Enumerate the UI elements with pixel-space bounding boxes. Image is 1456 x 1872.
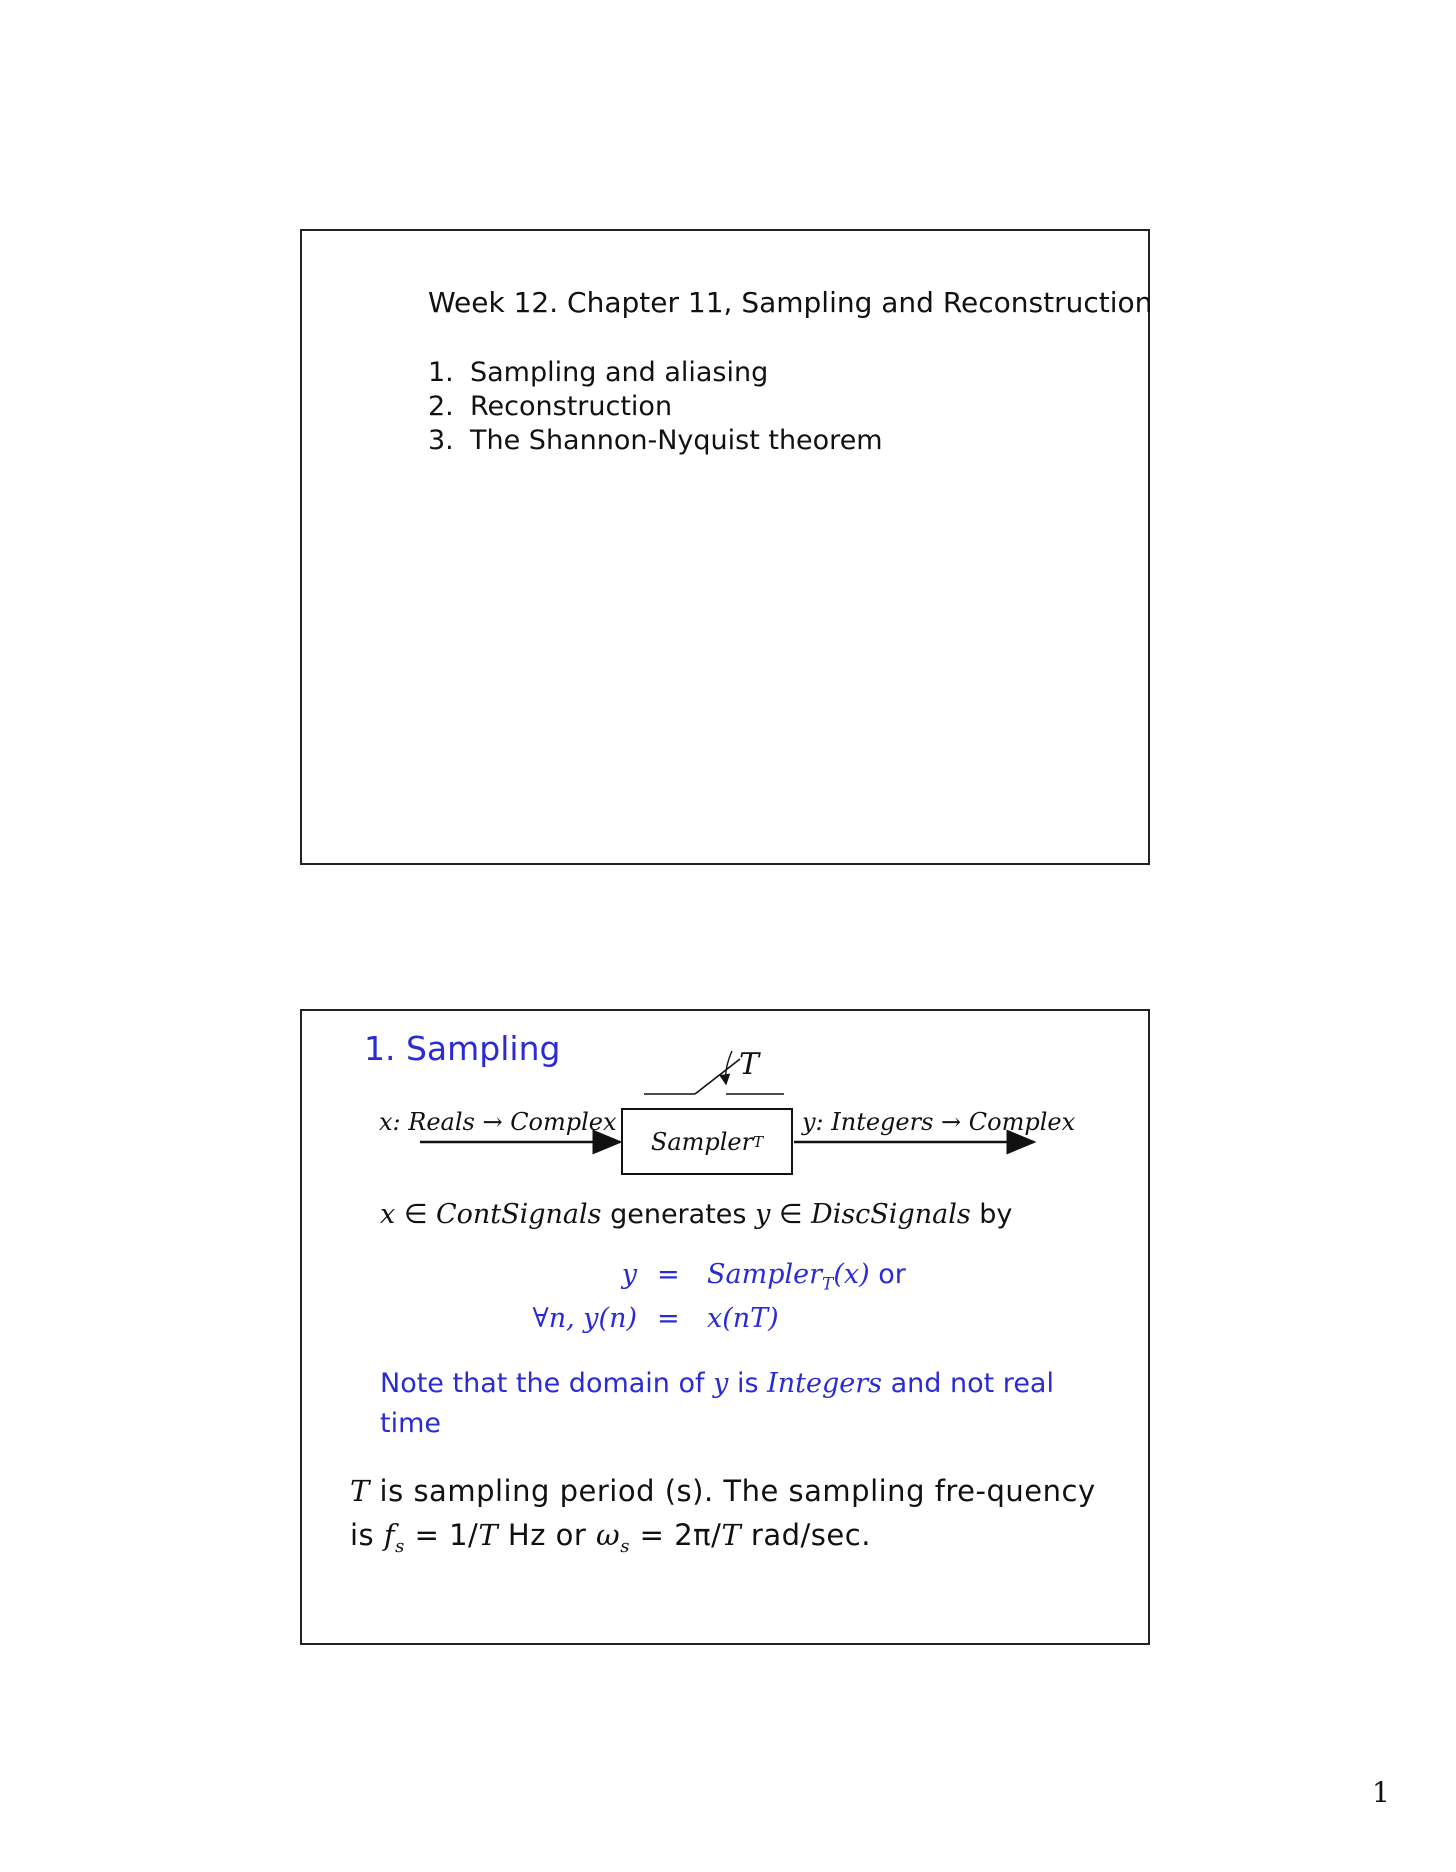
slide-2	[300, 1009, 1150, 1645]
topic-list	[428, 356, 883, 458]
sampling-period-definition: T is sampling period (s). The sampling fre-quency is $f_s = 1/T$ Hz or $\omega_s = 2\pi/T$ rad/sec.	[350, 1474, 1096, 1557]
list-item: 3. The Shannon-Nyquist theorem	[428, 425, 883, 456]
input-signal-label: x: Reals → Complex	[379, 1108, 617, 1136]
domain-note: Note that the domain of y is Integers and not real time	[380, 1368, 1054, 1439]
page-number: 1	[1372, 1776, 1390, 1809]
generates-statement: x ∈ ContSignals generates y ∈ DiscSignals by	[380, 1199, 1013, 1230]
list-item: 1. Sampling and aliasing	[428, 357, 769, 388]
equation-1: y = Sampler$_T$(x) or	[621, 1259, 906, 1295]
output-signal-label: y: Integers → Complex	[802, 1108, 1076, 1136]
slide-2-heading: 1. Sampling	[364, 1029, 561, 1068]
list-item: 2. Reconstruction	[428, 391, 673, 422]
switch-period-label: T	[739, 1047, 760, 1082]
sampler-diagram	[302, 1011, 1152, 1211]
equation-2: ∀n, y(n) = x(nT)	[532, 1303, 779, 1334]
slide-1-title: Week 12. Chapter 11, Sampling and Reconstruction	[428, 286, 1153, 319]
switch-arm	[695, 1059, 740, 1094]
slide-1	[300, 229, 1153, 865]
sampler-block: Sampler T	[621, 1108, 793, 1175]
